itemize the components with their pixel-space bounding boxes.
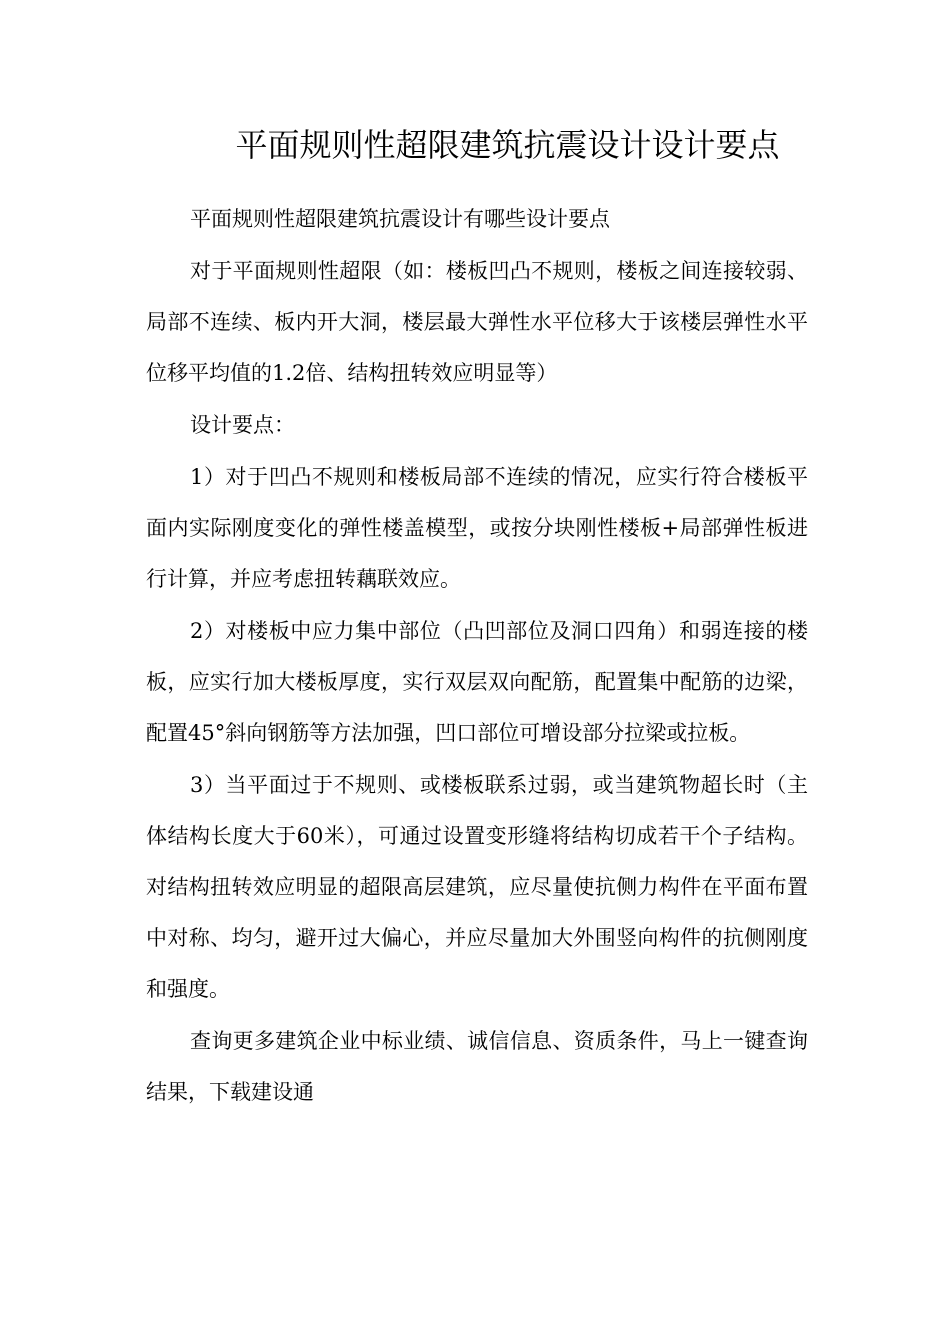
document-title: 平面规则性超限建筑抗震设计设计要点 (235, 126, 780, 164)
paragraph-key-points-heading: 设计要点： (190, 413, 295, 437)
paragraph-promo: 查询更多建筑企业中标业绩、诚信信息、资质条件，马上一键查询结果，下载建设通 (146, 1029, 808, 1104)
paragraph-scope: 对于平面规则性超限（如：楼板凹凸不规则，楼板之间连接较弱、局部不连续、板内开大洞，楼层最大弹性水平位移大于该楼层弹性水平位移平均值的1.2倍、结构扭转效应明显等） (146, 259, 808, 385)
paragraph-intro: 平面规则性超限建筑抗震设计有哪些设计要点 (190, 207, 610, 231)
document-body (146, 194, 808, 1118)
paragraph-point-3: 3）当平面过于不规则、或楼板联系过弱，或当建筑物超长时（主体结构长度大于60米），可通过设置变形缝将结构切成若干个子结构。对结构扭转效应明显的超限高层建筑，应尽量使抗侧力构件在平面布置中对称、均匀，避开过大偏心，并应尽量加大外围竖向构件的抗侧刚度和强度。 (146, 773, 808, 1001)
paragraph-point-1: 1）对于凹凸不规则和楼板局部不连续的情况，应实行符合楼板平面内实际刚度变化的弹性楼盖模型，或按分块刚性楼板+局部弹性板进行计算，并应考虑扭转藕联效应。 (146, 465, 808, 591)
paragraph-point-2: 2）对楼板中应力集中部位（凸凹部位及洞口四角）和弱连接的楼板，应实行加大楼板厚度，实行双层双向配筋，配置集中配筋的边梁，配置45°斜向钢筋等方法加强，凹口部位可增设部分拉梁或拉板。 (146, 619, 808, 745)
